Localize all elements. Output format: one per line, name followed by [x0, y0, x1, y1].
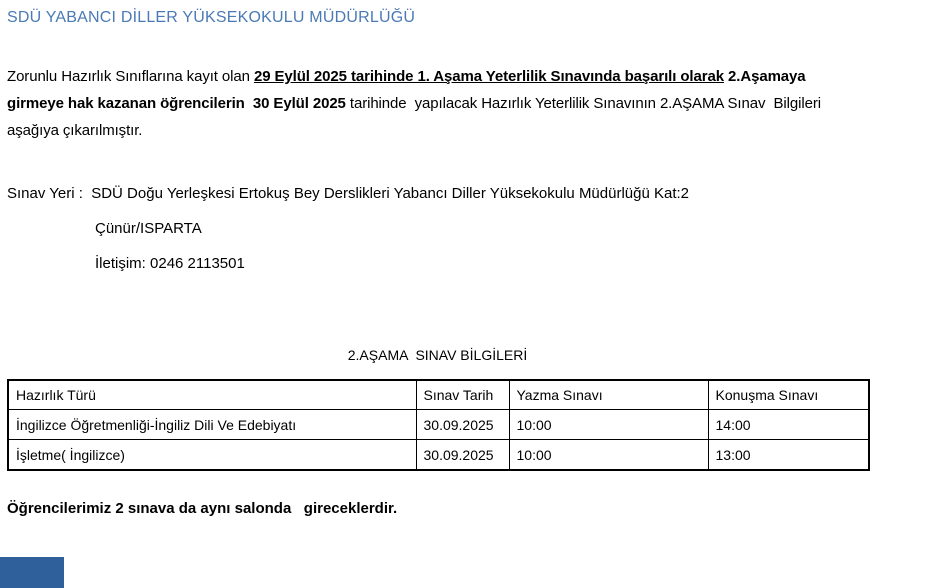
bottom-note: Öğrencilerimiz 2 sınava da aynı salonda gireceklerdir. — [7, 500, 398, 517]
exam-location-city: Çünür/ISPARTA — [95, 220, 202, 237]
exam-schedule-table — [7, 379, 870, 471]
text-run: aşağıya çıkarılmıştır. — [7, 122, 143, 139]
table-cell: 10:00 — [509, 410, 708, 440]
exam-table-body — [8, 410, 869, 471]
table-header-cell: Konuşma Sınavı — [708, 380, 869, 410]
table-cell: İşletme( İngilizce) — [8, 440, 416, 471]
table-cell: 14:00 — [708, 410, 869, 440]
text-run: girmeye hak kazanan öğrencilerin 30 Eylül 2025 — [7, 95, 346, 112]
text-run: 29 Eylül 2025 tarihinde 1. Aşama Yeterlilik Sınavında başarılı olarak — [253, 68, 724, 85]
text-run: tarihinde yapılacak Hazırlık Yeterlilik Sınavının 2.AŞAMA Sınav Bilgileri — [345, 95, 821, 112]
text-run: 2.Aşamaya — [723, 68, 806, 85]
intro-paragraph — [7, 63, 935, 144]
table-cell: 30.09.2025 — [416, 440, 509, 471]
table-cell: 13:00 — [708, 440, 869, 471]
table-cell: 30.09.2025 — [416, 410, 509, 440]
table-header-cell: Yazma Sınavı — [509, 380, 708, 410]
table-row — [8, 410, 869, 440]
table-cell: 10:00 — [509, 440, 708, 471]
page-title: SDÜ YABANCI DİLLER YÜKSEKOKULU MÜDÜRLÜĞÜ — [7, 9, 416, 26]
exam-location-line: Sınav Yeri : SDÜ Doğu Yerleşkesi Ertokuş Bey Derslikleri Yabancı Diller Yüksekokulu Müdürlüğü Kat:2 — [7, 185, 690, 202]
exam-table-header — [8, 380, 869, 410]
text-run: Zorunlu Hazırlık Sınıflarına kayıt olan — [7, 68, 254, 85]
table-header-row — [8, 380, 869, 410]
exam-table-container — [7, 379, 870, 471]
table-row — [8, 440, 869, 471]
footer-accent-block — [0, 557, 64, 588]
table-cell: İngilizce Öğretmenliği-İngiliz Dili Ve Edebiyatı — [8, 410, 416, 440]
exam-contact-phone: İletişim: 0246 2113501 — [95, 255, 245, 272]
table-caption: 2.AŞAMA SINAV BİLGİLERİ — [347, 347, 528, 363]
table-header-cell: Sınav Tarih — [416, 380, 509, 410]
table-header-cell: Hazırlık Türü — [8, 380, 416, 410]
